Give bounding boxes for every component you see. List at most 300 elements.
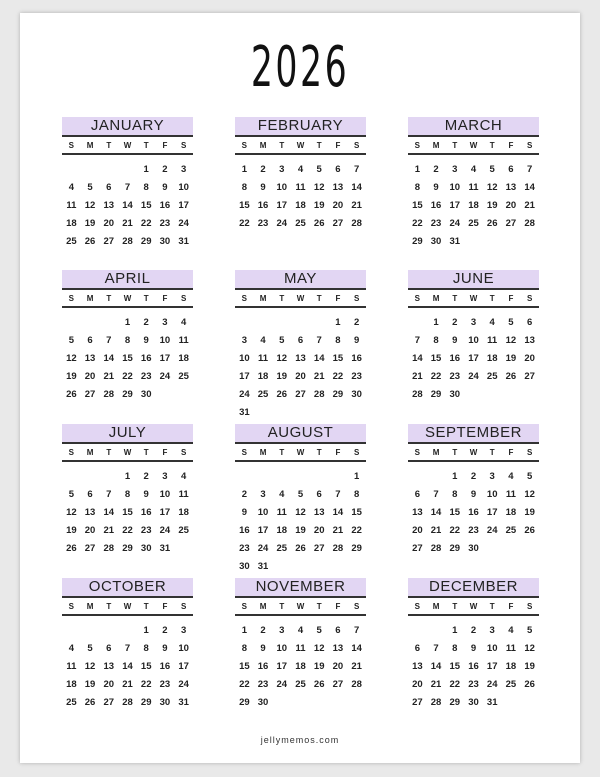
month-october [62,578,193,712]
blank-cell [118,622,137,640]
weekday-label: S [414,294,421,303]
weekday-label: T [143,294,149,303]
day-cell: 26 [84,697,96,708]
blank-cell [408,622,427,640]
day-cell: 15 [351,507,362,518]
day-cell: 27 [412,697,423,708]
day-cell: 7 [316,335,322,346]
day-grid [408,622,539,712]
day-cell: 22 [412,218,423,229]
day-cell: 20 [412,525,423,536]
day-cell: 20 [103,679,115,690]
month-name: FEBRUARY [235,117,366,137]
day-cell: 3 [241,335,247,346]
day-cell: 6 [87,489,93,500]
day-cell: 3 [162,471,168,482]
day-cell: 30 [430,236,442,247]
day-cell: 22 [122,371,133,382]
day-cell: 17 [486,661,498,672]
day-cell: 23 [351,371,362,382]
day-cell: 19 [524,661,535,672]
day-cell: 20 [332,661,344,672]
day-cell: 21 [430,525,442,536]
day-cell: 16 [468,661,479,672]
day-cell: 8 [241,182,247,193]
day-cell: 22 [122,525,133,536]
day-cell: 1 [335,317,341,328]
day-cell: 20 [313,525,325,536]
day-cell: 19 [66,525,77,536]
day-cell: 6 [297,335,304,346]
day-cell: 10 [486,489,498,500]
day-cell: 9 [452,335,458,346]
day-cell: 10 [449,182,461,193]
weekday-label: F [335,448,341,457]
day-cell: 4 [68,182,74,193]
day-cell: 26 [313,218,325,229]
day-cell: 5 [489,164,495,175]
day-cell: 22 [449,679,461,690]
day-cell: 5 [87,182,93,193]
day-cell: 14 [412,353,423,364]
day-grid [62,622,193,712]
blank-cell [62,468,81,486]
blank-cell [99,161,118,179]
weekday-label: M [86,448,94,457]
day-cell: 13 [84,507,96,518]
day-cell: 27 [332,679,344,690]
day-cell: 4 [297,625,304,636]
day-cell: 27 [84,543,96,554]
month-name: AUGUST [235,424,366,444]
day-cell: 11 [505,643,516,654]
day-cell: 15 [122,507,133,518]
day-cell: 17 [178,200,189,211]
day-cell: 6 [414,489,420,500]
day-cell: 28 [351,218,362,229]
weekday-label: M [432,602,440,611]
day-cell: 25 [295,218,306,229]
weekday-label: S [414,448,421,457]
day-cell: 10 [178,182,189,193]
weekday-label: W [123,448,132,457]
weekday-label: T [279,448,285,457]
weekday-label: M [86,141,94,150]
day-cell: 4 [180,317,187,328]
day-cell: 16 [449,353,461,364]
day-cell: 20 [295,371,306,382]
day-cell: 7 [526,164,533,175]
day-cell: 31 [449,236,461,247]
day-cell: 13 [295,353,306,364]
day-cell: 20 [84,371,96,382]
blank-cell [310,314,329,332]
day-grid [235,161,366,233]
day-cell: 8 [241,643,247,654]
day-cell: 22 [239,679,250,690]
weekday-label: F [508,294,514,303]
day-cell: 16 [257,661,269,672]
month-june [408,270,539,404]
day-grid [62,314,193,404]
day-cell: 31 [159,543,171,554]
day-cell: 26 [524,679,535,690]
day-cell: 6 [508,164,514,175]
day-cell: 5 [87,643,93,654]
weekday-label: S [353,448,360,457]
weekday-row [235,292,366,308]
day-cell: 14 [430,507,442,518]
day-cell: 1 [452,471,458,482]
day-cell: 10 [486,643,498,654]
day-cell: 4 [508,471,514,482]
day-cell: 12 [276,353,288,364]
day-cell: 21 [412,371,423,382]
day-cell: 1 [143,625,149,636]
day-cell: 9 [260,643,266,654]
weekday-label: T [279,602,285,611]
day-cell: 11 [276,507,287,518]
day-cell: 21 [524,200,535,211]
day-cell: 17 [486,507,498,518]
day-cell: 25 [257,389,269,400]
day-cell: 18 [486,353,498,364]
day-cell: 30 [140,543,152,554]
weekday-label: S [68,602,75,611]
day-cell: 20 [84,525,96,536]
weekday-label: S [180,448,187,457]
day-cell: 30 [449,389,461,400]
weekday-label: F [162,294,168,303]
weekday-label: S [526,141,533,150]
day-cell: 17 [468,353,479,364]
day-cell: 15 [122,353,133,364]
weekday-row [62,139,193,155]
weekday-label: S [526,602,533,611]
day-cell: 15 [332,353,344,364]
day-cell: 27 [313,543,325,554]
day-cell: 20 [103,218,115,229]
weekday-label: T [316,141,322,150]
weekday-row [235,139,366,155]
weekday-label: T [279,141,285,150]
day-grid [62,161,193,251]
day-cell: 1 [143,164,149,175]
day-cell: 18 [178,353,189,364]
day-cell: 19 [66,371,77,382]
day-cell: 16 [159,661,171,672]
day-cell: 15 [430,353,442,364]
blank-cell [329,468,348,486]
day-cell: 29 [351,543,362,554]
weekday-label: T [452,602,458,611]
month-april [62,270,193,404]
day-cell: 25 [505,679,517,690]
day-cell: 10 [468,335,479,346]
weekday-row [408,292,539,308]
month-name: APRIL [62,270,193,290]
day-cell: 8 [143,643,149,654]
day-cell: 7 [124,643,131,654]
day-cell: 25 [468,218,479,229]
day-cell: 19 [313,661,325,672]
day-cell: 7 [124,182,131,193]
day-cell: 10 [159,335,171,346]
month-name: SEPTEMBER [408,424,539,444]
weekday-label: M [432,448,440,457]
day-cell: 3 [279,625,285,636]
day-cell: 18 [295,200,306,211]
day-cell: 6 [106,643,112,654]
weekday-label: T [279,294,285,303]
day-cell: 9 [470,489,477,500]
day-cell: 28 [313,389,325,400]
weekday-label: W [469,294,478,303]
month-name: NOVEMBER [235,578,366,598]
day-cell: 1 [353,471,360,482]
day-cell: 13 [103,661,115,672]
day-cell: 23 [159,679,171,690]
weekday-row [408,600,539,616]
day-cell: 21 [332,525,344,536]
day-cell: 16 [140,507,152,518]
day-cell: 19 [524,507,535,518]
day-cell: 4 [68,643,74,654]
day-cell: 17 [276,200,288,211]
day-cell: 28 [412,389,423,400]
day-cell: 8 [335,335,341,346]
weekday-label: W [123,602,132,611]
day-cell: 26 [276,389,288,400]
day-cell: 22 [351,525,362,536]
day-cell: 14 [430,661,442,672]
month-february [235,117,366,233]
weekday-label: F [162,602,168,611]
weekday-label: S [241,141,248,150]
blank-cell [408,468,427,486]
weekday-label: S [68,294,75,303]
blank-cell [62,314,81,332]
day-cell: 8 [452,489,458,500]
day-cell: 27 [103,697,115,708]
day-cell: 25 [295,679,306,690]
day-cell: 7 [106,489,112,500]
weekday-label: S [526,448,533,457]
weekday-label: T [489,141,495,150]
weekday-label: W [296,448,305,457]
day-cell: 24 [276,218,288,229]
blank-cell [99,314,118,332]
blank-cell [118,161,137,179]
day-cell: 31 [257,561,269,572]
day-cell: 22 [140,679,152,690]
day-cell: 8 [124,335,131,346]
day-cell: 19 [313,200,325,211]
day-cell: 6 [335,164,341,175]
weekday-label: S [180,602,187,611]
day-cell: 18 [505,507,517,518]
day-cell: 29 [140,697,152,708]
day-cell: 2 [353,317,360,328]
day-cell: 24 [159,371,171,382]
weekday-label: T [316,294,322,303]
day-cell: 2 [470,625,477,636]
weekday-row [62,600,193,616]
day-cell: 29 [140,236,152,247]
day-cell: 19 [276,371,288,382]
day-cell: 28 [332,543,344,554]
weekday-row [408,446,539,462]
day-cell: 4 [470,164,477,175]
day-cell: 16 [239,525,250,536]
weekday-label: F [335,294,341,303]
day-cell: 2 [433,164,439,175]
day-cell: 6 [87,335,93,346]
day-cell: 3 [452,164,458,175]
weekday-row [62,292,193,308]
year-title: 2026 [250,35,350,100]
day-grid [235,314,366,422]
blank-cell [62,622,81,640]
day-cell: 28 [103,389,115,400]
day-cell: 14 [122,200,133,211]
day-cell: 14 [313,353,325,364]
blank-cell [427,622,446,640]
day-cell: 5 [526,625,533,636]
weekday-label: S [180,294,187,303]
day-cell: 12 [505,335,517,346]
day-cell: 7 [106,335,112,346]
day-cell: 13 [412,661,423,672]
day-cell: 11 [505,489,516,500]
weekday-label: T [489,294,495,303]
day-cell: 26 [295,543,306,554]
day-cell: 14 [524,182,535,193]
day-cell: 4 [489,317,495,328]
day-cell: 27 [103,236,115,247]
day-cell: 19 [84,218,96,229]
weekday-label: S [353,602,360,611]
day-cell: 17 [239,371,250,382]
day-cell: 16 [468,507,479,518]
day-cell: 1 [241,164,247,175]
weekday-label: W [296,141,305,150]
footer-website: jellymemos.com [260,735,340,745]
day-cell: 19 [84,679,96,690]
day-cell: 14 [103,507,115,518]
day-cell: 22 [140,218,152,229]
month-name: MARCH [408,117,539,137]
day-cell: 21 [103,371,115,382]
day-cell: 2 [241,489,247,500]
day-cell: 24 [178,679,189,690]
day-cell: 1 [433,317,439,328]
day-cell: 10 [276,643,288,654]
weekday-label: W [469,602,478,611]
weekday-label: S [353,141,360,150]
weekday-label: T [143,602,149,611]
weekday-label: M [259,141,267,150]
blank-cell [81,314,100,332]
day-cell: 18 [468,200,479,211]
weekday-label: T [106,602,112,611]
day-cell: 18 [66,218,77,229]
day-cell: 11 [258,353,269,364]
weekday-label: T [316,448,322,457]
day-cell: 2 [162,164,168,175]
weekday-label: F [162,448,168,457]
day-grid [235,622,366,712]
day-cell: 15 [449,661,461,672]
day-cell: 27 [524,371,535,382]
weekday-label: F [162,141,168,150]
day-cell: 25 [486,371,498,382]
day-cell: 5 [68,489,74,500]
day-cell: 29 [239,697,250,708]
day-grid [408,161,539,251]
day-cell: 18 [257,371,269,382]
day-cell: 13 [332,643,344,654]
day-cell: 13 [412,507,423,518]
month-july [62,424,193,558]
day-cell: 19 [295,525,306,536]
day-cell: 1 [124,471,131,482]
day-cell: 21 [351,661,362,672]
day-cell: 6 [316,489,322,500]
day-cell: 12 [295,507,306,518]
day-cell: 26 [84,236,96,247]
weekday-label: M [259,294,267,303]
day-cell: 13 [505,182,517,193]
day-cell: 30 [351,389,362,400]
day-cell: 11 [178,489,189,500]
day-cell: 11 [295,643,306,654]
day-cell: 22 [430,371,442,382]
day-cell: 23 [257,218,269,229]
day-cell: 12 [524,489,535,500]
day-cell: 12 [66,353,77,364]
day-cell: 9 [143,489,149,500]
weekday-label: W [296,602,305,611]
day-cell: 28 [430,697,442,708]
weekday-label: T [452,294,458,303]
day-cell: 24 [239,389,250,400]
day-cell: 14 [351,643,362,654]
day-cell: 31 [486,697,498,708]
blank-cell [62,161,81,179]
day-cell: 8 [452,643,458,654]
day-cell: 28 [524,218,535,229]
day-cell: 3 [470,317,477,328]
day-grid [235,468,366,576]
day-cell: 26 [313,679,325,690]
day-grid [408,468,539,558]
day-cell: 12 [66,507,77,518]
day-cell: 21 [313,371,325,382]
day-cell: 11 [66,661,77,672]
day-cell: 20 [412,679,423,690]
day-cell: 10 [257,507,269,518]
day-cell: 7 [353,164,360,175]
day-cell: 11 [178,335,189,346]
day-cell: 22 [239,218,250,229]
day-cell: 27 [84,389,96,400]
day-cell: 3 [489,471,495,482]
blank-cell [427,468,446,486]
blank-cell [272,468,291,486]
day-cell: 6 [335,625,341,636]
day-cell: 30 [159,697,171,708]
